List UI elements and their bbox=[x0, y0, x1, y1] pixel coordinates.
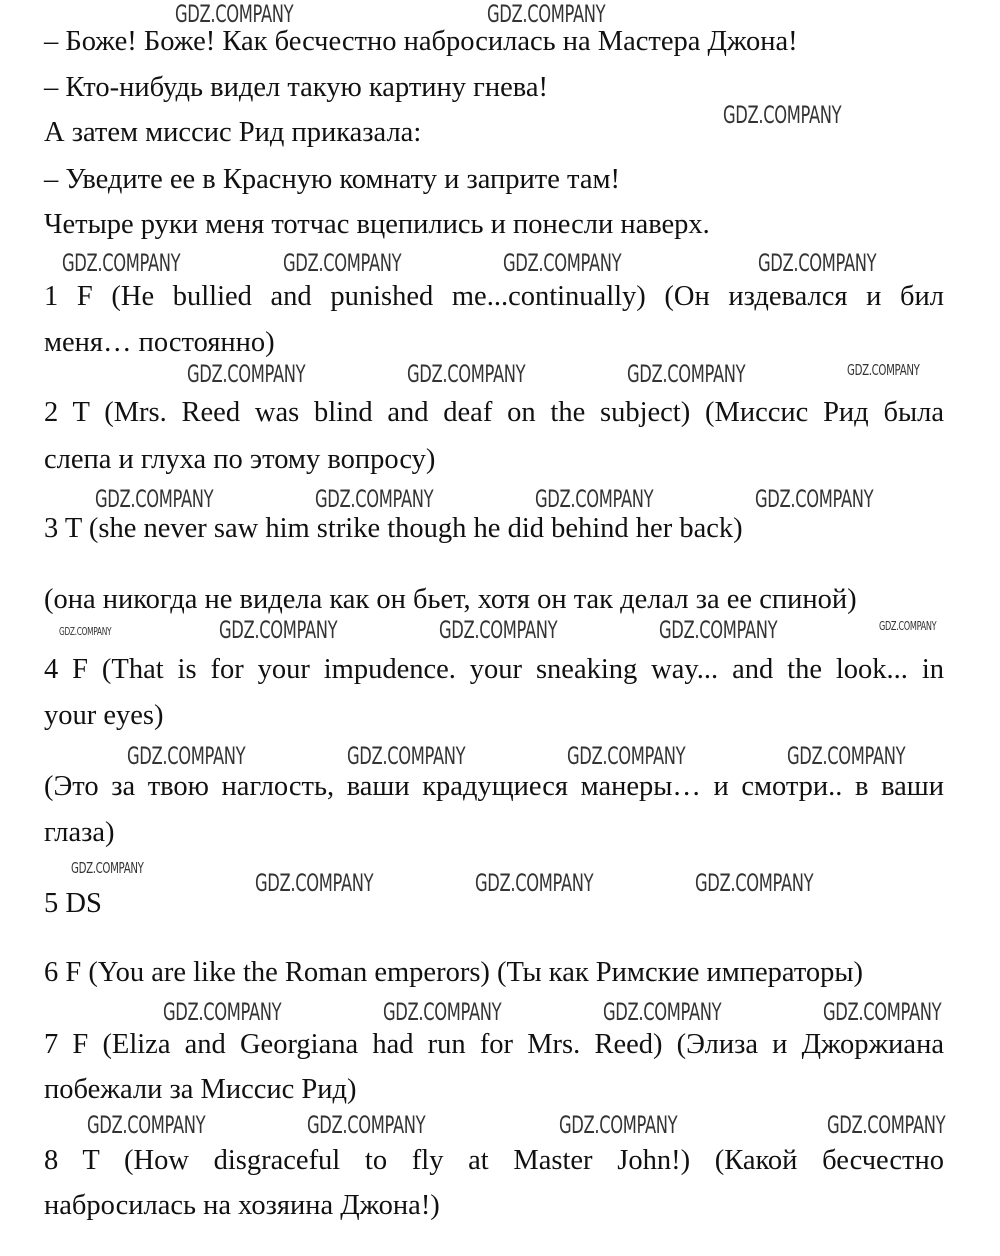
watermark: GDZ.COMPANY bbox=[71, 859, 144, 877]
watermark: GDZ.COMPANY bbox=[383, 998, 502, 1026]
watermark: GDZ.COMPANY bbox=[219, 616, 338, 644]
text-line: – Боже! Боже! Как бесчестно набросилась на Мастера Джона! bbox=[44, 26, 798, 57]
watermark: GDZ.COMPANY bbox=[659, 616, 778, 644]
watermark: GDZ.COMPANY bbox=[407, 360, 526, 388]
watermark: GDZ.COMPANY bbox=[487, 0, 606, 28]
answer-6: 6 F (You are like the Roman emperors) (Ты как Римские императоры) bbox=[44, 957, 864, 988]
answer-3: 3 T (she never saw him strike though he did behind her back) bbox=[44, 513, 743, 544]
watermark: GDZ.COMPANY bbox=[475, 869, 594, 897]
answer-1: 1 F (He bullied and punished me...continually) (Он издевался и бил bbox=[44, 281, 944, 312]
watermark: GDZ.COMPANY bbox=[723, 101, 842, 129]
answer-7-cont: побежали за Миссис Рид) bbox=[44, 1074, 357, 1105]
watermark: GDZ.COMPANY bbox=[62, 249, 181, 277]
watermark: GDZ.COMPANY bbox=[567, 742, 686, 770]
watermark: GDZ.COMPANY bbox=[827, 1111, 946, 1139]
watermark: GDZ.COMPANY bbox=[823, 998, 942, 1026]
answer-7: 7 F (Eliza and Georgiana had run for Mrs. Reed) (Элиза и Джоржиана bbox=[44, 1029, 944, 1060]
answer-2: 2 T (Mrs. Reed was blind and deaf on the subject) (Миссис Рид была bbox=[44, 397, 944, 428]
watermark: GDZ.COMPANY bbox=[95, 485, 214, 513]
watermark: GDZ.COMPANY bbox=[127, 742, 246, 770]
text-line: – Уведите ее в Красную комнату и заприте там! bbox=[44, 164, 620, 195]
answer-4-translation: (Это за твою наглость, ваши крадущиеся манеры… и смотри.. в ваши bbox=[44, 771, 944, 802]
watermark: GDZ.COMPANY bbox=[315, 485, 434, 513]
watermark: GDZ.COMPANY bbox=[879, 619, 937, 633]
watermark: GDZ.COMPANY bbox=[187, 360, 306, 388]
watermark: GDZ.COMPANY bbox=[87, 1111, 206, 1139]
answer-4: 4 F (That is for your impudence. your sneaking way... and the look... in bbox=[44, 654, 944, 685]
watermark: GDZ.COMPANY bbox=[255, 869, 374, 897]
watermark: GDZ.COMPANY bbox=[307, 1111, 426, 1139]
watermark: GDZ.COMPANY bbox=[787, 742, 906, 770]
watermark: GDZ.COMPANY bbox=[695, 869, 814, 897]
watermark: GDZ.COMPANY bbox=[347, 742, 466, 770]
watermark: GDZ.COMPANY bbox=[755, 485, 874, 513]
answer-5: 5 DS bbox=[44, 888, 102, 919]
watermark: GDZ.COMPANY bbox=[283, 249, 402, 277]
watermark: GDZ.COMPANY bbox=[439, 616, 558, 644]
watermark: GDZ.COMPANY bbox=[627, 360, 746, 388]
watermark: GDZ.COMPANY bbox=[503, 249, 622, 277]
answer-4-cont: your eyes) bbox=[44, 700, 164, 731]
watermark: GDZ.COMPANY bbox=[847, 361, 920, 379]
watermark: GDZ.COMPANY bbox=[59, 625, 112, 638]
watermark: GDZ.COMPANY bbox=[758, 249, 877, 277]
answer-8-cont: набросилась на хозяина Джона!) bbox=[44, 1190, 440, 1221]
watermark: GDZ.COMPANY bbox=[603, 998, 722, 1026]
text-line: А затем миссис Рид приказала: bbox=[44, 117, 422, 148]
answer-2-cont: слепа и глуха по этому вопросу) bbox=[44, 444, 436, 475]
answer-1-cont: меня… постоянно) bbox=[44, 327, 275, 358]
answer-3-translation: (она никогда не видела как он бьет, хотя он так делал за ее спиной) bbox=[44, 584, 857, 615]
text-line: Четыре руки меня тотчас вцепились и понесли наверх. bbox=[44, 209, 710, 240]
watermark: GDZ.COMPANY bbox=[175, 0, 294, 28]
answer-4-translation-cont: глаза) bbox=[44, 817, 115, 848]
watermark: GDZ.COMPANY bbox=[163, 998, 282, 1026]
answer-8: 8 T (How disgraceful to fly at Master John!) (Какой бесчестно bbox=[44, 1145, 944, 1176]
watermark: GDZ.COMPANY bbox=[535, 485, 654, 513]
text-line: – Кто-нибудь видел такую картину гнева! bbox=[44, 72, 548, 103]
watermark: GDZ.COMPANY bbox=[559, 1111, 678, 1139]
